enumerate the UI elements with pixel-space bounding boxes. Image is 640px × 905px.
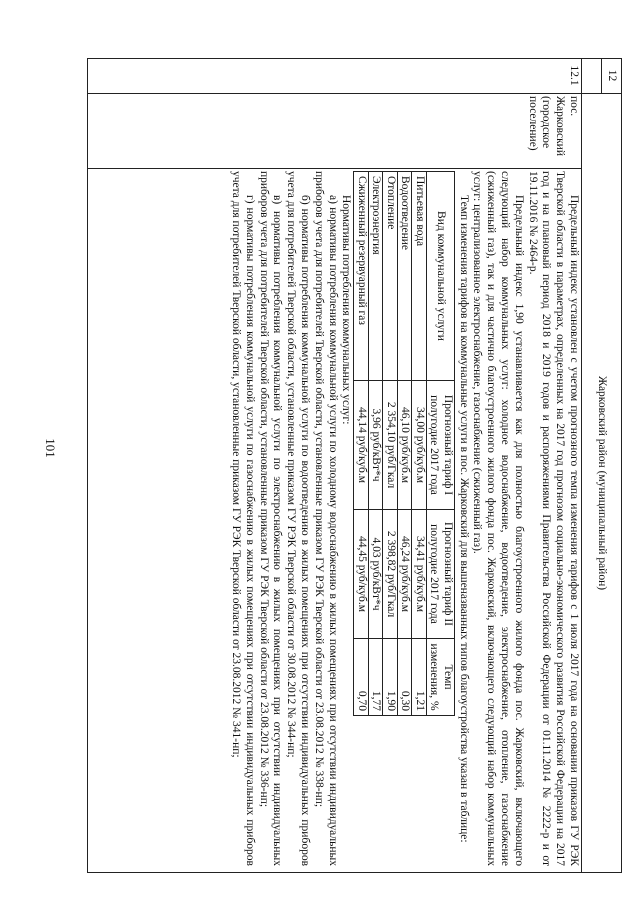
tariff-h2: 34,41 руб/куб.м [412, 510, 427, 639]
norm-item: б) нормативы потребления коммунальной услуги по водоотведению в жилых помещениях при отсутствии индивидуальных приборов учета для потребителей Тверской области, установленные приказом ГУ РЭК Тверской области от 30.08.2012 № 344-нп; [285, 171, 311, 866]
table-row [397, 172, 412, 716]
row-content [228, 171, 580, 866]
change-rate: 1,90 [383, 639, 398, 716]
tariff-h1: 2 354,10 руб/Гкал [383, 381, 398, 510]
page-number: 101 [43, 438, 58, 458]
tariff-h1: 3,96 руб/кВт*ч [368, 381, 383, 510]
document-sheet [87, 58, 622, 873]
district-title: Жарковский район (муниципальный район) [596, 375, 608, 591]
tariff-table [353, 171, 455, 716]
tariff-h1: 34,00 руб/куб.м [412, 381, 427, 510]
header-change-rate: Темп изменения, % [426, 639, 454, 716]
change-rate: 1,21 [412, 639, 427, 716]
paragraph-table-intro: Темп изменения тарифов на коммунальные услуги в пос. Жарковский для вышеназванных типов благоустройства указан в таблице: [457, 195, 470, 843]
service-name: Питьевая вода [412, 172, 427, 381]
norm-item: г) нормативы потребления коммунальной услуги по газоснабжению в жилых помещениях при отсутствии индивидуальных приборов учета для потребителей Тверской области, установленные приказом ГУ РЭК Тверской области от 23.08.2012 № 341-нп; [229, 171, 256, 866]
column-divider [87, 93, 622, 94]
change-rate: 0,30 [397, 639, 412, 716]
table-row [368, 172, 383, 716]
tariff-h2: 2 398,82 руб/Гкал [383, 510, 398, 639]
norm-item: а) нормативы потребления коммунальной услуги по холодному водоснабжению в жилых помещениях при отсутствии индивидуальных приборов учета для потребителей Тверской области, установленные приказом ГУ РЭК Тверской области от 23.08.2012 № 338-нп; [312, 171, 339, 866]
section-number: 12 [606, 69, 618, 82]
table-row [412, 172, 427, 716]
header-tariff-h1: Прогнозный тариф I полугодие 2017 года [426, 381, 454, 510]
service-name: Водоотведение [397, 172, 412, 381]
tariff-h1: 46,10 руб/куб.м [397, 381, 412, 510]
tariff-table-header-row [426, 172, 454, 716]
service-name: Сжиженный резервуарный газ [354, 172, 369, 381]
table-row [383, 172, 398, 716]
paragraph-index-scope: Предельный индекс 1,90 устанавливается как для полностью благоустроенного жилого фонда пос. Жарковский, включающего следующий набор коммунальных услуг: холодное водоснабжение, водоотведение, электроснабжение, отопление, газоснабжение (сжиженный газ), так и для частично благоустроенного жилого фонда пос. Жарковский, включающего следующий набор коммунальных услуг: централизованное электроснабжение, газоснабжение (сжиженный газ). [471, 171, 525, 866]
row-number: 12.1 [568, 65, 580, 86]
change-rate: 0,70 [354, 639, 369, 716]
tariff-h2: 46,24 руб/куб.м [397, 510, 412, 639]
norms-heading: Нормативы потребления коммунальных услуг: [340, 195, 353, 425]
paragraph-index-basis: Предельный индекс установлен с учетом прогнозного темпа изменения тарифов с 1 июля 2017 года на основании приказов ГУ РЭК Тверской области в параметрах, определенных на 2017 год прогнозом социально-экономического развития Российской Федерации на 2017 год и на плановый период 2018 и 2019 годов и распоряжениями Правительства Российской Федерации от 01.11.2014 № 2222-р и от 19.11.2016 № 2464-р. [526, 171, 580, 866]
table-row [354, 172, 369, 716]
header-tariff-h2: Прогнозный тариф II полугодие 2017 года [426, 510, 454, 639]
service-name: Отопление [383, 172, 398, 381]
service-name: Электроэнергия [368, 172, 383, 381]
change-rate: 1,77 [368, 639, 383, 716]
tariff-h2: 44,45 руб/куб.м [354, 510, 369, 639]
tariff-h2: 4,03 руб/кВт*ч [368, 510, 383, 639]
header-service: Вид коммунальной услуги [426, 172, 454, 381]
settlement-name: пос. Жарковский (городское поселение) [526, 96, 580, 156]
norm-item: в) нормативы потребления коммунальной услуги по электроснабжению в жилых помещениях при отсутствии индивидуальных приборов учета для потребителей Тверской области, установленные приказом ГУ РЭК Тверской области от 23.08.2012 № 336-нп; [257, 171, 284, 866]
column-divider [87, 168, 582, 169]
tariff-h1: 44,14 руб/куб.м [354, 381, 369, 510]
